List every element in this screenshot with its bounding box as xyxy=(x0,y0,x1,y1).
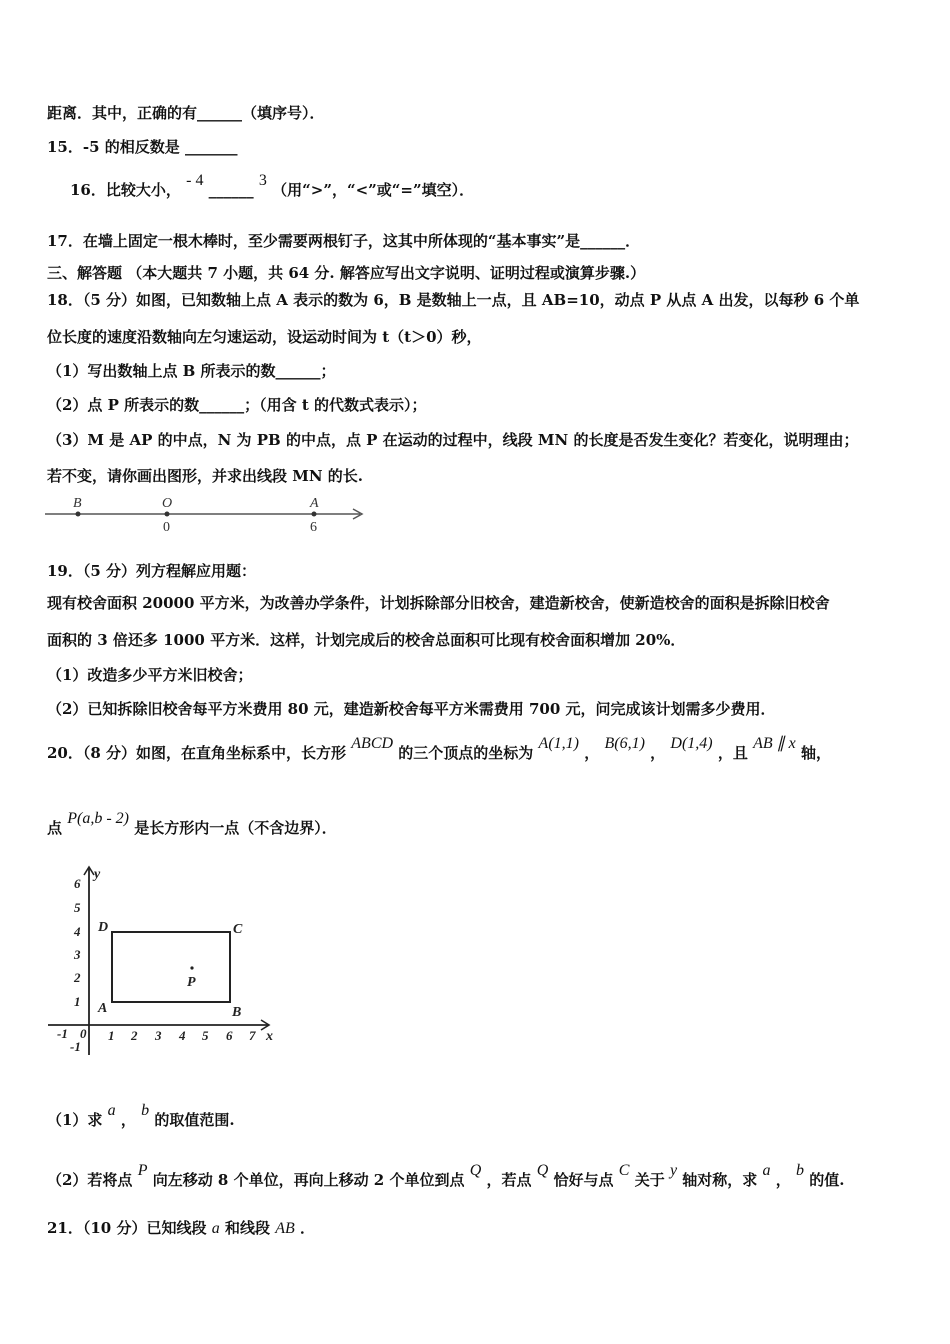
y-tick-2: 2 xyxy=(74,970,81,985)
q20-sep1: ， xyxy=(584,744,600,762)
question-18-line1: 18．（5 分）如图，已知数轴上点 A 表示的数为 6，B 是数轴上一点，且 AB=10，动点 P 从点 A 出发，以每秒 6 个单 xyxy=(47,291,860,309)
point-o-dot xyxy=(165,512,170,517)
question-18-part3a: （3）M 是 AP 的中点，N 为 PB 的中点，点 P 在运动的过程中，线段 MN 的长度是否发生变化？若变化，说明理由； xyxy=(47,431,859,449)
x-tick-6: 6 xyxy=(226,1028,233,1043)
point-p-dot xyxy=(190,966,193,969)
q20-p1-sep: ， xyxy=(120,1111,136,1129)
question-19-line2: 现有校舍面积 20000 平方米，为改善办学条件，计划拆除部分旧校舍，建造新校舍，使新造校舍的面积是拆除旧校舍 xyxy=(47,594,830,612)
q21-var-a: a xyxy=(211,1220,220,1237)
rectangle-abcd xyxy=(112,932,230,1002)
q20-p2-text-a: （2）若将点 xyxy=(47,1171,133,1189)
y-axis-label: y xyxy=(94,867,101,882)
x-tick-2: 2 xyxy=(131,1028,138,1043)
q20-p1-var-b: b xyxy=(141,1102,150,1119)
point-p-label: P xyxy=(187,975,196,990)
q20-rect-name: ABCD xyxy=(351,735,394,752)
number-line-figure xyxy=(40,493,380,535)
coordinate-figure xyxy=(40,860,290,1065)
q20-p2-sep: ， xyxy=(775,1171,791,1189)
q20-p2-var-q2: Q xyxy=(536,1162,549,1179)
question-19-line3: 面积的 3 倍还多 1000 平方米．这样，计划完成后的校舍总面积可比现有校舍面积增加 20%． xyxy=(47,631,686,649)
question-20-line2 xyxy=(47,810,337,839)
q20-text-a: 20．（8 分）如图，在直角坐标系中，长方形 xyxy=(47,744,347,762)
q20-point-a: A(1,1) xyxy=(538,735,579,752)
question-20-part2 xyxy=(47,1162,845,1191)
question-18-line2: 位长度的速度沿数轴向左匀速运动，设运动时间为 t（t＞0）秒， xyxy=(47,328,482,346)
q20-p2-var-q: Q xyxy=(469,1162,482,1179)
q20-p2-var-a: a xyxy=(762,1162,771,1179)
question-20-line1 xyxy=(47,735,831,764)
x-tick-1: 1 xyxy=(108,1028,115,1043)
q20-p1-text-a: （1）求 xyxy=(47,1111,103,1129)
q16-prefix: 16．比较大小， xyxy=(70,181,181,199)
x-tick-7: 7 xyxy=(249,1028,256,1043)
section-heading-3: 三、解答题 （本大题共 7 小题，共 64 分. 解答应写出文字说明、证明过程或演算步骤.） xyxy=(47,264,646,282)
x-tick-0: 0 xyxy=(80,1026,87,1041)
y-tick-1: 1 xyxy=(74,994,81,1009)
q20-p2-var-y: y xyxy=(669,1162,678,1179)
q20-text-b: 的三个顶点的坐标为 xyxy=(398,744,534,762)
point-o-label: O xyxy=(162,496,173,511)
question-16 xyxy=(70,172,475,201)
q20-point-p: P(a,b - 2) xyxy=(67,810,130,827)
q20-p2-text-e: 关于 xyxy=(634,1171,665,1189)
x-axis-label: x xyxy=(266,1029,273,1044)
question-19-line1: 19．（5 分）列方程解应用题： xyxy=(47,562,257,580)
tick-zero-label: 0 xyxy=(163,520,170,535)
question-18-part3b: 若不变，请你画出图形，并求出线段 MN 的长. xyxy=(47,467,363,485)
question-15: 15．-5 的相反数是 _______ xyxy=(47,138,238,156)
x-tick-3: 3 xyxy=(155,1028,162,1043)
question-19-part2: （2）已知拆除旧校舍每平方米费用 80 元，建造新校舍每平方米需费用 700 元，问完成该计划需多少费用． xyxy=(47,700,776,718)
x-tick-neg1: -1 xyxy=(57,1026,68,1041)
q20-p2-text-b: 向左移动 8 个单位，再向上移动 2 个单位到点 xyxy=(152,1171,465,1189)
point-b-dot xyxy=(76,512,81,517)
q21-text-a: 21．（10 分）已知线段 xyxy=(47,1219,207,1237)
y-tick-6: 6 xyxy=(74,876,81,891)
q20-text-d: 轴， xyxy=(800,744,831,762)
q20-2-text-b: 是长方形内一点（不含边界）． xyxy=(134,819,337,837)
q20-text-c: ，且 xyxy=(717,744,748,762)
question-21 xyxy=(47,1218,315,1239)
q21-segment-ab: AB xyxy=(275,1220,295,1237)
x-tick-5: 5 xyxy=(202,1028,209,1043)
q20-p2-var-p: P xyxy=(137,1162,148,1179)
q20-p1-text-c: 的取值范围. xyxy=(154,1111,235,1129)
q20-p2-text-c: ，若点 xyxy=(486,1171,532,1189)
question-19-part1: （1）改造多少平方米旧校舍； xyxy=(47,666,253,684)
point-b-label: B xyxy=(73,496,82,511)
y-tick-4: 4 xyxy=(74,924,81,939)
question-18-part2: （2）点 P 所表示的数______；（用含 t 的代数式表示）； xyxy=(47,396,427,414)
q20-point-d: D(1,4) xyxy=(670,735,713,752)
question-18-part1: （1）写出数轴上点 B 所表示的数______； xyxy=(47,362,336,380)
q21-text-b: 和线段 xyxy=(224,1219,270,1237)
q20-p2-var-c: C xyxy=(618,1162,630,1179)
point-a-label: A xyxy=(310,496,319,511)
x-tick-4: 4 xyxy=(179,1028,186,1043)
y-tick-neg1: -1 xyxy=(70,1039,81,1054)
q20-p1-var-a: a xyxy=(107,1102,116,1119)
line-q14-tail: 距离．其中，正确的有______（填序号）． xyxy=(47,104,325,122)
vertex-d-label: D xyxy=(98,920,109,935)
q16-right-value: 3 xyxy=(258,172,267,189)
q20-parallel: AB ∥ x xyxy=(753,735,796,752)
q16-blank: ______ xyxy=(208,181,254,199)
q16-suffix: （用“>”，“<”或“=”填空）． xyxy=(272,181,475,199)
tick-six-label: 6 xyxy=(310,520,317,535)
y-tick-5: 5 xyxy=(74,900,81,915)
vertex-c-label: C xyxy=(233,922,243,937)
q20-2-text-a: 点 xyxy=(47,819,63,837)
q21-text-c: ． xyxy=(299,1219,315,1237)
q20-p2-text-g: 的值. xyxy=(809,1171,845,1189)
q20-p2-text-d: 恰好与点 xyxy=(553,1171,614,1189)
q20-p2-text-f: 轴对称，求 xyxy=(682,1171,758,1189)
vertex-b-label: B xyxy=(232,1005,242,1020)
question-17: 17．在墙上固定一根木棒时，至少需要两根钉子，这其中所体现的“基本事实”是______． xyxy=(47,232,641,250)
question-20-part1 xyxy=(47,1102,235,1131)
q20-sep2: ， xyxy=(650,744,666,762)
q16-left-value: - 4 xyxy=(186,172,204,189)
q20-p2-var-b: b xyxy=(796,1162,805,1179)
vertex-a-label: A xyxy=(98,1001,108,1016)
y-tick-3: 3 xyxy=(74,947,81,962)
point-a-dot xyxy=(312,512,317,517)
q20-point-b: B(6,1) xyxy=(604,735,645,752)
